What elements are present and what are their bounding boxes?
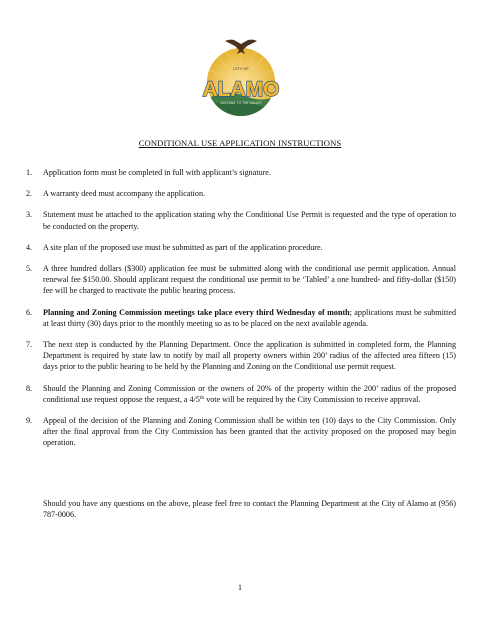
list-item [26, 209, 456, 231]
item-number: 5. [26, 264, 33, 274]
item-number: 9. [26, 416, 33, 426]
closing-paragraph: Should you have any questions on the above, please feel free to contact the Planning Department at the City of Alamo at (956) 787-0006. [43, 499, 456, 520]
list-item [26, 167, 456, 178]
logo-tagline: GATEWAY TO THE VALLEY [220, 101, 262, 105]
document-title: CONDITIONAL USE APPLICATION INSTRUCTIONS [138, 138, 342, 148]
item-text: A site plan of the proposed use must be submitted as part of the application procedure. [43, 242, 323, 252]
list-item [26, 383, 456, 405]
item-number: 6. [26, 307, 33, 317]
list-item [26, 307, 456, 329]
instructions-list [26, 167, 456, 449]
item-text: Appeal of the decision of the Planning and Zoning Commission shall be within ten (10) days to the City Commission. Only after the final approval from the City Commission has been granted that the activity proposed on the proposed may begin operation. [43, 416, 456, 448]
item-number: 2. [26, 189, 33, 199]
list-item [26, 263, 456, 297]
list-item [26, 415, 456, 449]
list-item [26, 242, 456, 253]
item-emphasis: Planning and Zoning Commission meetings take place every third Wednesday of month [43, 307, 350, 317]
item-text: Application form must be completed in full with applicant’s signature. [43, 168, 271, 177]
item-text [43, 307, 456, 329]
item-text-after: vote will be required by the City Commission to receive approval. [204, 394, 421, 404]
item-text: The next step is conducted by the Planning Department. Once the application is submitted in completed form, the Planning Department is required by state law to notify by mail all property owners within 200’ radius of the affected area fifteen (15) days prior to the public hearing to be held by the Planning and Zoning on the Conditional use permit request. [43, 340, 456, 372]
item-text: Statement must be attached to the application stating why the Conditional Use Permit is requested and the type of operation to be conducted on the property. [43, 210, 456, 231]
item-text [43, 383, 456, 405]
logo-name: ALAMO [202, 78, 280, 101]
city-of-alamo-logo [187, 36, 295, 120]
item-number: 7. [26, 340, 33, 350]
item-text: A warranty deed must accompany the application. [43, 189, 206, 199]
item-text-before: Should the Planning and Zoning Commission or the owners of 20% of the property within the 200’ radius of the proposed conditional use request oppose the request, a 4/5 [43, 383, 456, 404]
item-number: 3. [26, 210, 33, 220]
item-number: 1. [26, 168, 33, 177]
item-text-rest: ; applications must be submitted at least thirty (30) days prior to the monthly meeting so as to be placed on the next available agenda. [43, 307, 456, 328]
list-item [26, 339, 456, 373]
item-text: A three hundred dollars ($300) application fee must be submitted along with the conditional use permit application. Annual renewal fee $150.00. Should applicant request the conditional use permit to be ‘Tabled’ a one hundred- and fifty-dollar ($150) fee will be charged to reactivate the public hearing process. [43, 264, 456, 296]
superscript: th [199, 394, 205, 401]
logo-top-text: CITY OF [233, 66, 249, 71]
page-number: 1 [237, 583, 243, 592]
list-item [26, 188, 456, 199]
item-number: 4. [26, 242, 33, 252]
item-number: 8. [26, 383, 33, 393]
